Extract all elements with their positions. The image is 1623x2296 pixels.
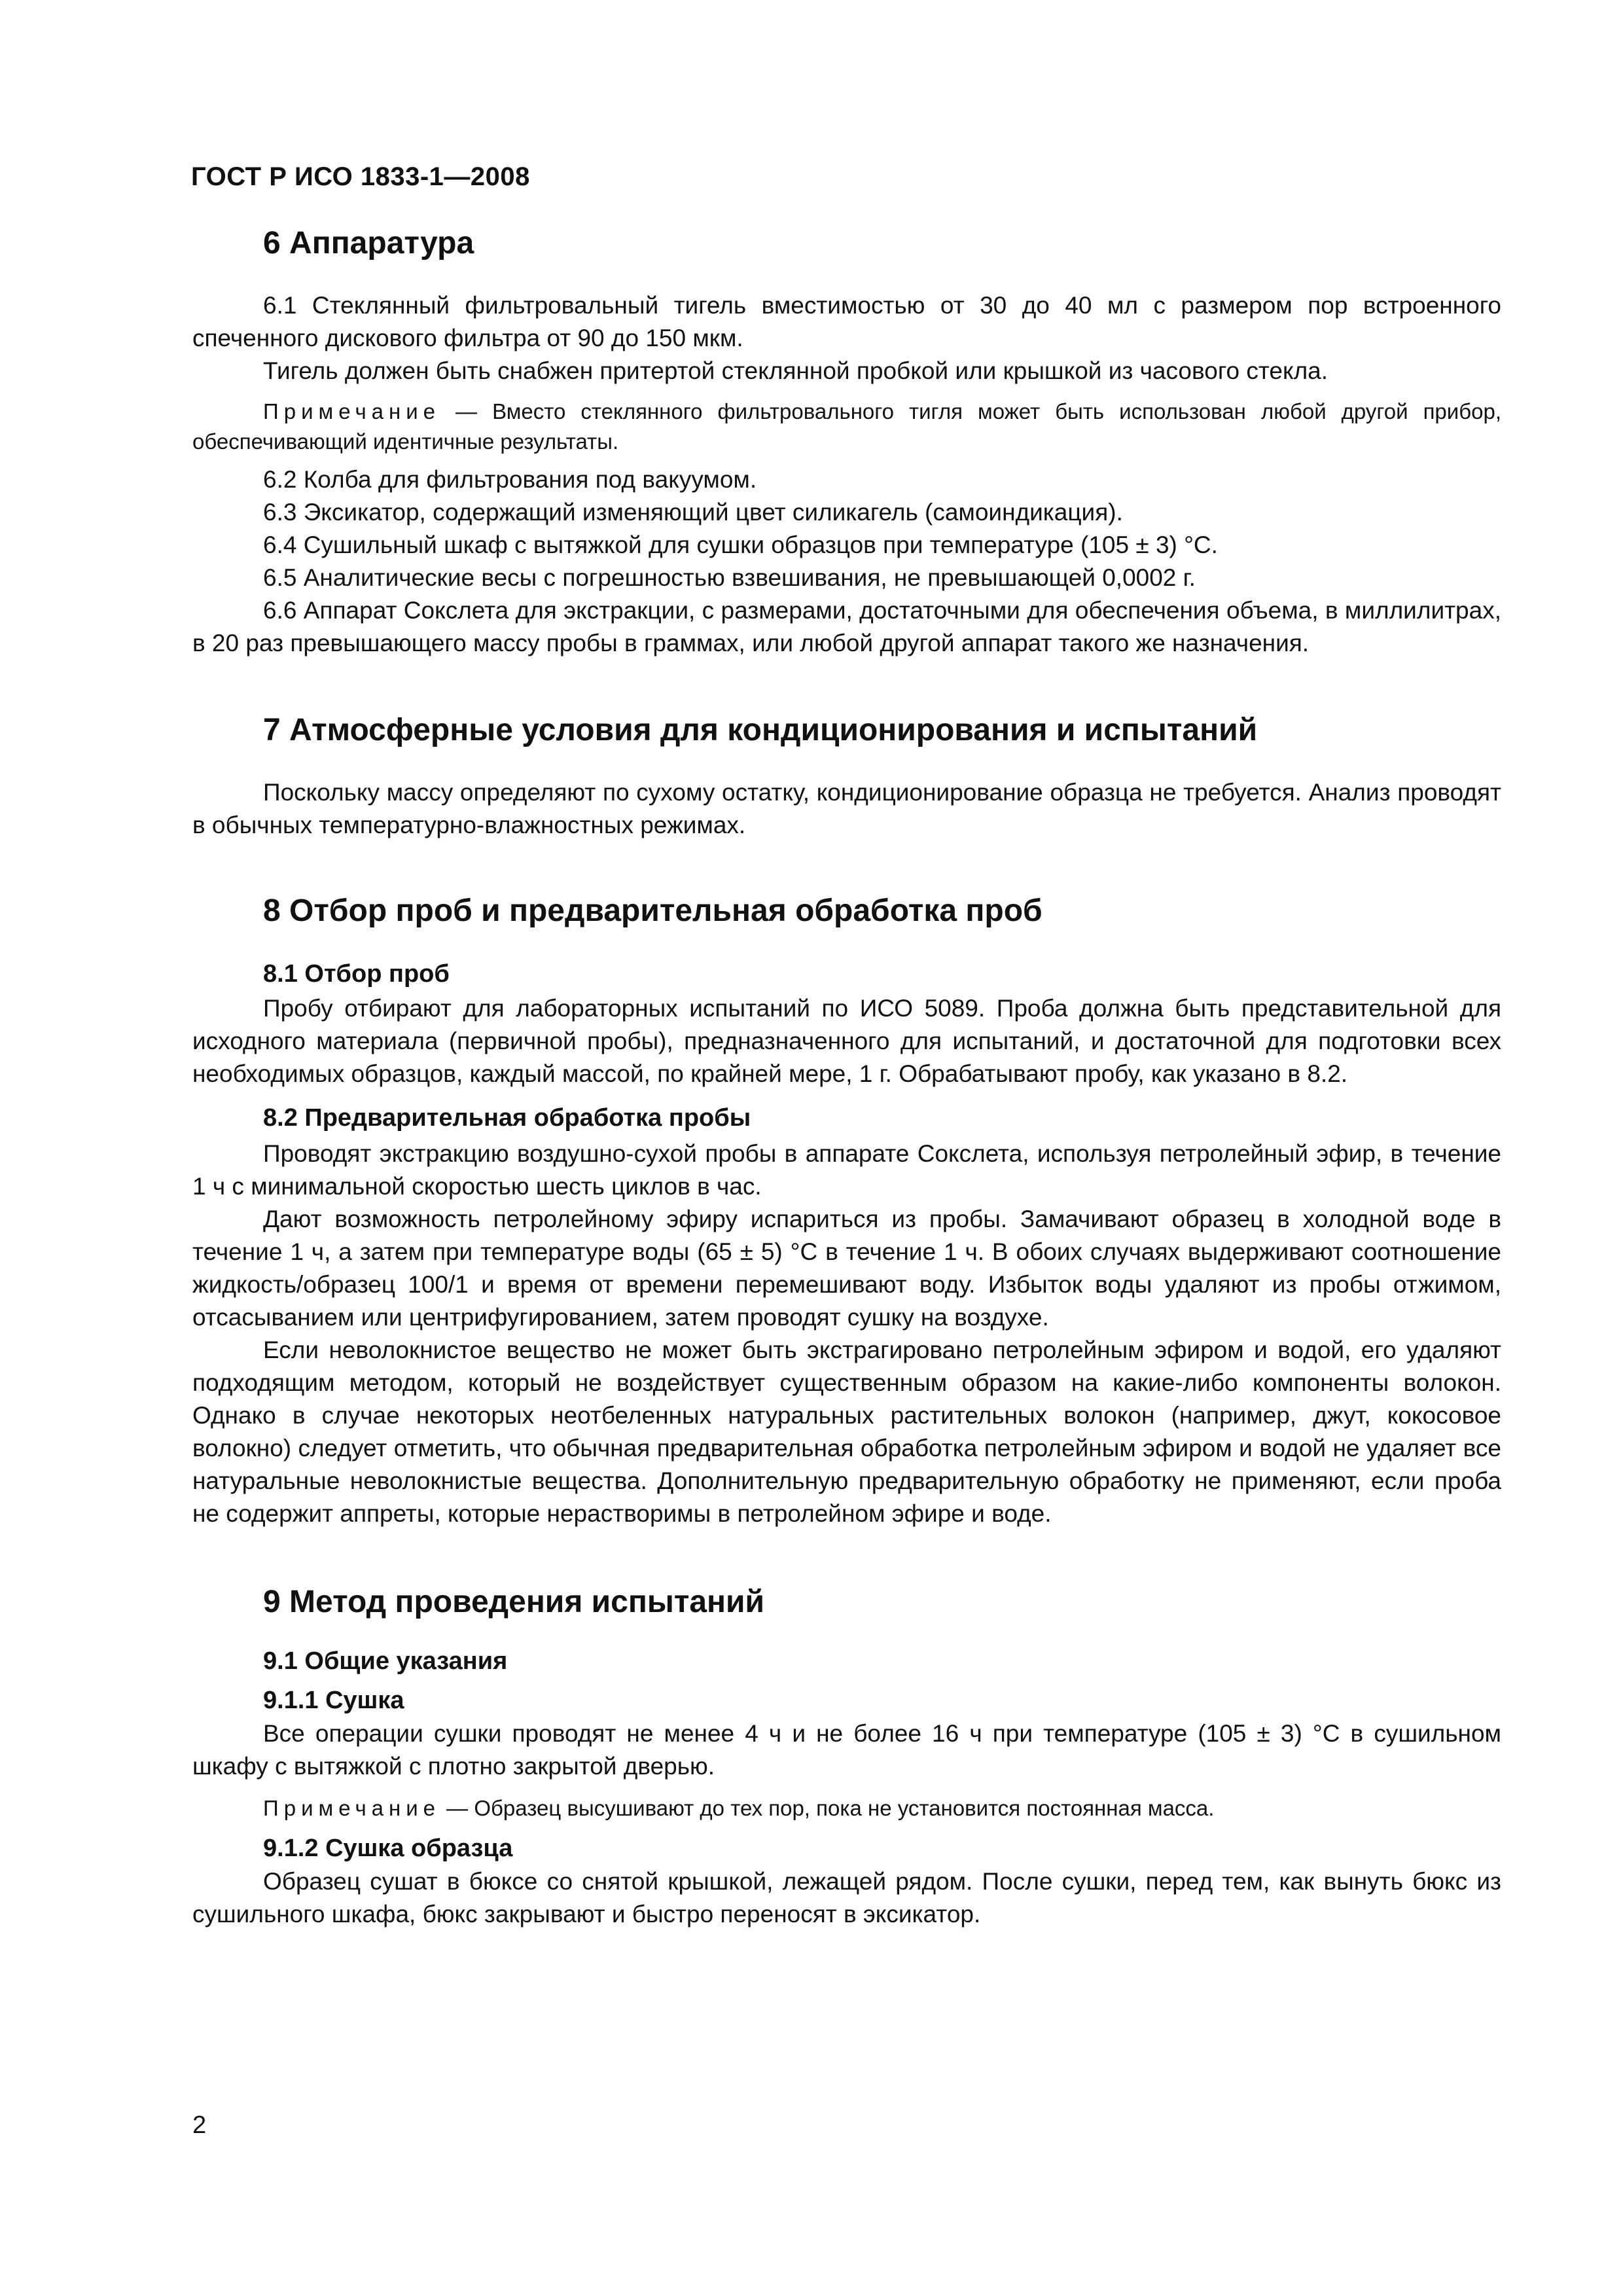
section-6-heading: 6 Аппаратура — [263, 226, 474, 260]
section-8-heading: 8 Отбор проб и предварительная обработка проб — [263, 893, 1043, 928]
paragraph-6-3: 6.3 Эксикатор, содержащий изменяющий цвет силикагель (самоиндикация). — [263, 499, 1123, 526]
paragraph-6-2: 6.2 Колба для фильтрования под вакуумом. — [263, 466, 757, 493]
paragraph-8-2-a: Проводят экстракцию воздушно-сухой пробы в аппарате Сокслета, используя петролейный эфир, в течение 1 ч с минимальной скоростью шесть циклов в час. — [192, 1140, 1501, 1200]
paragraph-6-1: 6.1 Стеклянный фильтровальный тигель вместимостью от 30 до 40 мл с размером пор встроенного спеченного дискового фильтра от 90 до 150 мкм. — [192, 292, 1501, 351]
note-label: Примечание — [263, 1796, 441, 1820]
subsection-8-2-heading: 8.2 Предварительная обработка пробы — [263, 1104, 751, 1132]
note-text: — Вместо стеклянного фильтровального тигля может быть использован любой другой прибор, обеспечивающий идентичные результаты. — [192, 399, 1501, 454]
section-9-heading: 9 Метод проведения испытаний — [263, 1585, 765, 1619]
paragraph-6-5: 6.5 Аналитические весы с погрешностью взвешивания, не превышающей 0,0002 г. — [263, 564, 1196, 591]
paragraph-6-6: 6.6 Аппарат Сокслета для экстракции, с размерами, достаточными для обеспечения объема, в миллилитрах, в 20 раз превышающего массу пробы в граммах, или любой другой аппарат такого же назначения. — [192, 597, 1501, 656]
note-6 — [192, 397, 1501, 457]
document-header: ГОСТ Р ИСО 1833-1—2008 — [191, 162, 530, 191]
paragraph-7: Поскольку массу определяют по сухому остатку, кондиционирование образца не требуется. Анализ проводят в обычных температурно-влажностных режимах. — [192, 779, 1501, 838]
paragraph-8-1: Пробу отбирают для лабораторных испытаний по ИСО 5089. Проба должна быть представительной для исходного материала (первичной пробы), предназначенного для испытаний, и достаточной для подготовки всех необходимых образцов, каждый массой, по крайней мере, 1 г. Обрабатывают пробу, как указано в 8.2. — [192, 995, 1501, 1087]
page-number: 2 — [192, 2111, 207, 2139]
subsection-9-1-heading: 9.1 Общие указания — [263, 1647, 508, 1675]
note-text: — Образец высушивают до тех пор, пока не установится постоянная масса. — [440, 1796, 1215, 1820]
paragraph-6-1-b: Тигель должен быть снабжен притертой стеклянной пробкой или крышкой из часового стекла. — [263, 357, 1329, 384]
note-label: Примечание — [263, 399, 441, 423]
paragraph-8-2-b: Дают возможность петролейному эфиру испариться из пробы. Замачивают образец в холодной воде в течение 1 ч, а затем при температуре воды (65 ± 5) °С в течение 1 ч. В обоих случаях выдерживают соотношение жидкость/образец 100/1 и время от времени перемешивают воду. Избыток воды удаляют из пробы отжимом, отсасыванием или центрифугированием, затем проводят сушку на воздухе. — [192, 1206, 1501, 1331]
paragraph-6-4: 6.4 Сушильный шкаф с вытяжкой для сушки образцов при температуре (105 ± 3) °С. — [263, 531, 1218, 558]
subsection-9-1-2-heading: 9.1.2 Сушка образца — [263, 1835, 513, 1862]
section-7-heading: 7 Атмосферные условия для кондиционирования и испытаний — [263, 713, 1258, 747]
paragraph-9-1-2: Образец сушат в бюксе со снятой крышкой, лежащей рядом. После сушки, перед тем, как вынуть бюкс из сушильного шкафа, бюкс закрывают и быстро переносят в эксикатор. — [192, 1868, 1501, 1928]
note-9 — [192, 1793, 1501, 1823]
page-content — [192, 223, 1501, 1931]
paragraph-8-2-c: Если неволокнистое вещество не может быть экстрагировано петролейным эфиром и водой, его удаляют подходящим методом, который не воздействует существенным образом на какие-либо компоненты волокон. Однако в случае некоторых неотбеленных натуральных растительных волокон (например, джут, кокосовое волокно) следует отметить, что обычная предварительная обработка петролейным эфиром и водой не удаляет все натуральные неволокнистые вещества. Дополнительную предварительную обработку не применяют, если проба не содержит аппреты, которые нерастворимы в петролейном эфире и воде. — [192, 1336, 1501, 1527]
subsection-9-1-1-heading: 9.1.1 Сушка — [263, 1687, 404, 1714]
paragraph-9-1-1: Все операции сушки проводят не менее 4 ч и не более 16 ч при температуре (105 ± 3) °С в сушильном шкафу с вытяжкой с плотно закрытой дверью. — [192, 1720, 1501, 1780]
subsection-8-1-heading: 8.1 Отбор проб — [263, 960, 450, 988]
